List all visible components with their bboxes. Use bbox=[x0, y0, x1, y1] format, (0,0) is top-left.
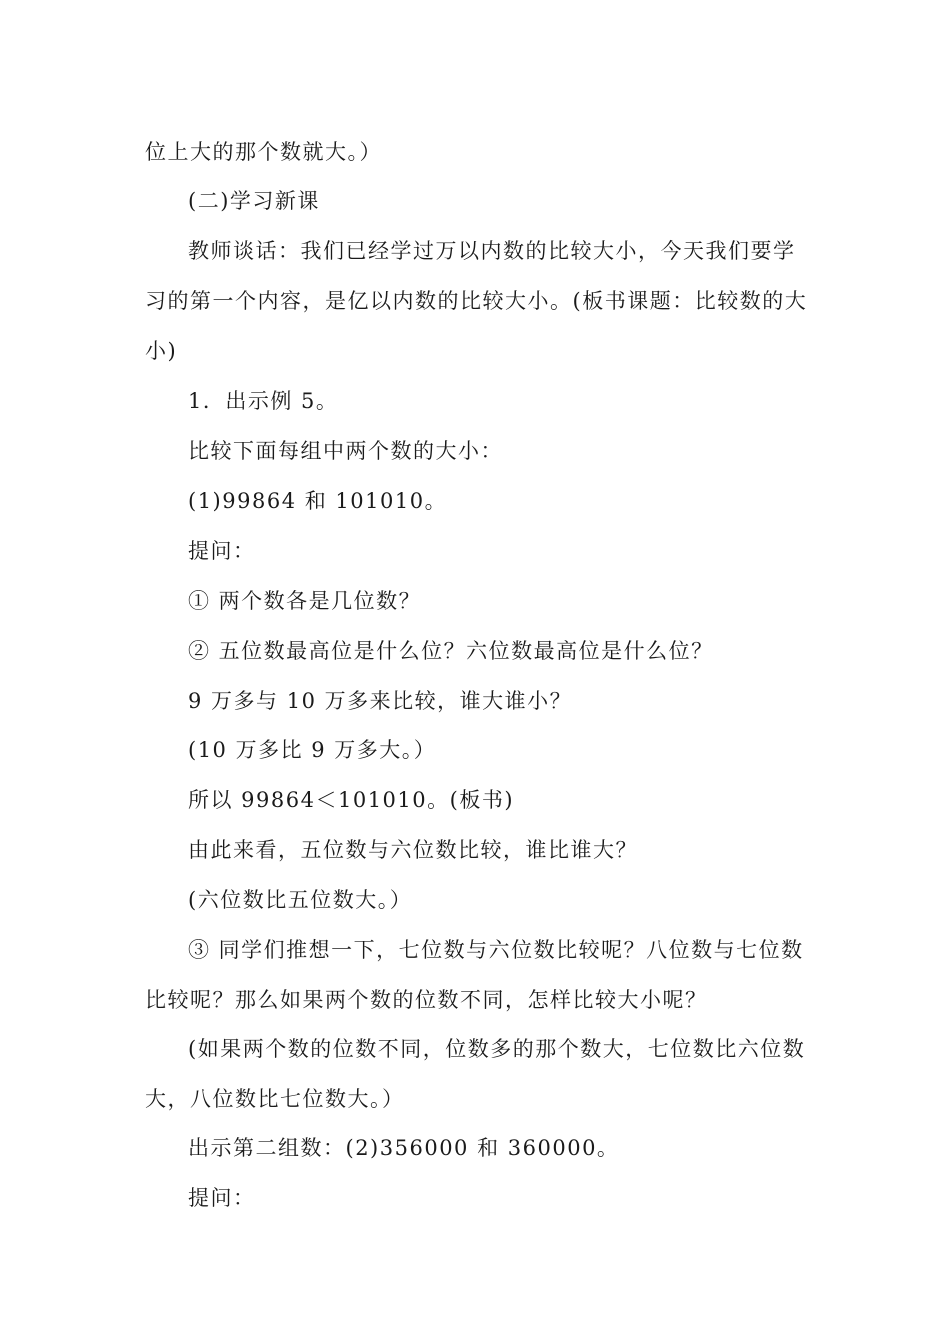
text-line-1: 位上大的那个数就大。） bbox=[145, 140, 382, 164]
text-line-19: (如果两个数的位数不同，位数多的那个数大，七位数比六位数 bbox=[188, 1037, 806, 1061]
text-line-20: 大，八位数比七位数大。） bbox=[145, 1087, 405, 1111]
text-line-13: (10 万多比 9 万多大。） bbox=[188, 738, 437, 762]
text-line-22: 提问： bbox=[188, 1186, 256, 1210]
text-line-12: 9 万多与 10 万多来比较，谁大谁小？ bbox=[188, 689, 573, 713]
text-line-5: 小) bbox=[145, 339, 178, 363]
text-line-11: ② 五位数最高位是什么位？六位数最高位是什么位？ bbox=[188, 639, 714, 663]
text-line-10: ① 两个数各是几位数？ bbox=[188, 589, 422, 613]
text-line-16: (六位数比五位数大。） bbox=[188, 888, 413, 912]
text-line-7: 比较下面每组中两个数的大小： bbox=[188, 439, 503, 463]
text-line-6: 1．出示例 5。 bbox=[188, 389, 339, 413]
text-line-9: 提问： bbox=[188, 539, 256, 563]
text-line-15: 由此来看，五位数与六位数比较，谁比谁大？ bbox=[188, 838, 638, 862]
text-line-3: 教师谈话：我们已经学过万以内数的比较大小，今天我们要学 bbox=[188, 239, 796, 263]
text-line-8: (1)99864 和 101010。 bbox=[188, 489, 448, 513]
text-line-4: 习的第一个内容，是亿以内数的比较大小。(板书课题：比较数的大 bbox=[145, 289, 808, 313]
text-line-18: 比较呢？那么如果两个数的位数不同，怎样比较大小呢？ bbox=[145, 988, 708, 1012]
text-line-21: 出示第二组数：(2)356000 和 360000。 bbox=[188, 1136, 620, 1160]
text-line-14: 所以 99864＜101010。(板书) bbox=[188, 788, 515, 812]
text-line-17: ③ 同学们推想一下，七位数与六位数比较呢？八位数与七位数 bbox=[188, 938, 804, 962]
section-heading: (二)学习新课 bbox=[188, 189, 320, 213]
